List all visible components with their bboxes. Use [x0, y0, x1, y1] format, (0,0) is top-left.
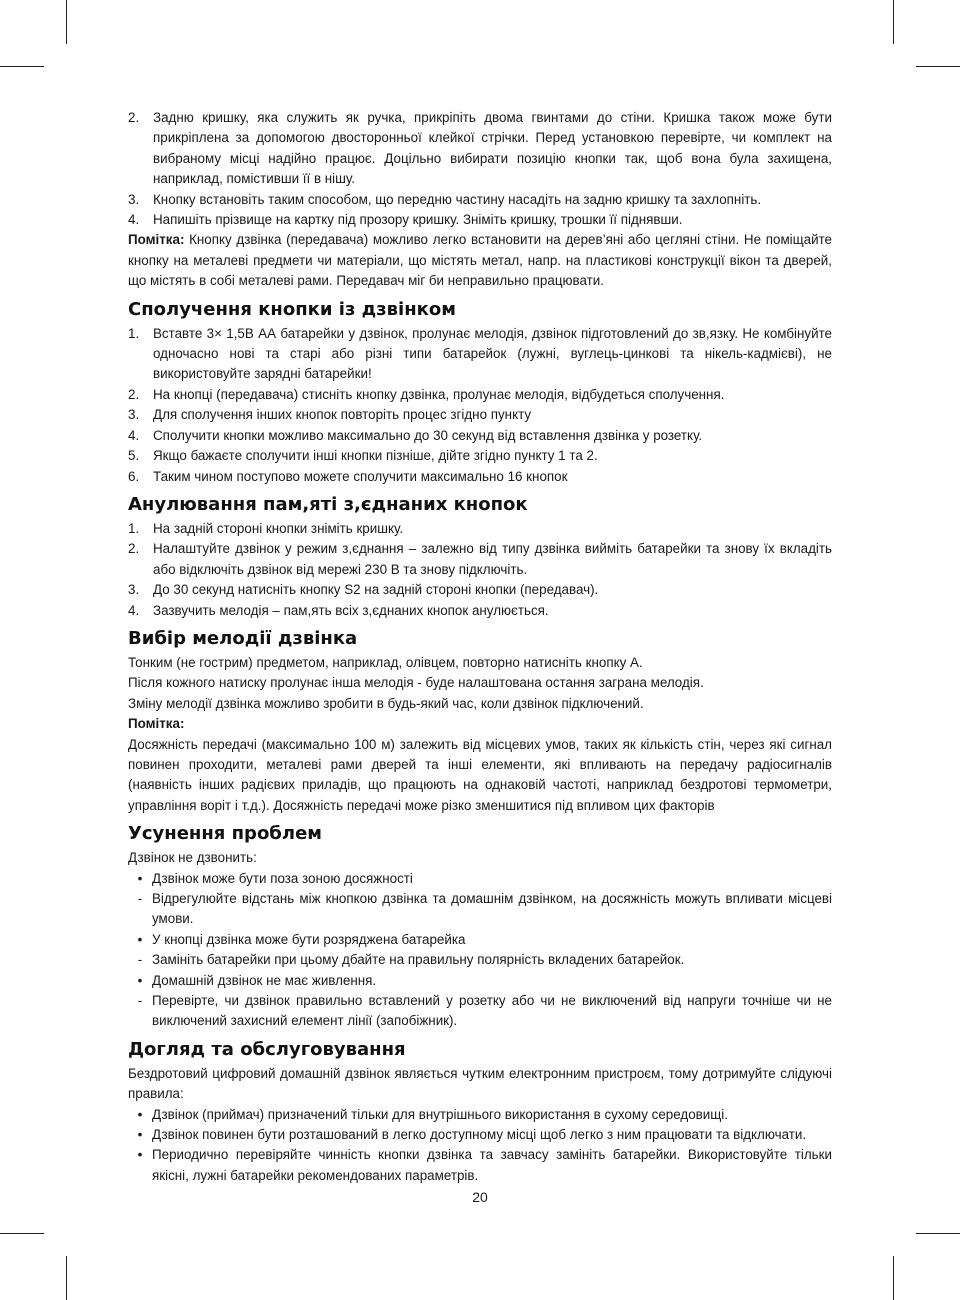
crop-mark: [916, 66, 960, 67]
list-item: 2. На кнопці (передавача) стисніть кнопку дзвінка, пролунає мелодія, відбудеться сполучення.: [128, 386, 725, 402]
list-item: 6. Таким чином поступово можете сполучити максимально 16 кнопок: [128, 468, 568, 484]
page-number: 20: [472, 1189, 488, 1205]
section-title-cancel: Анулювання пам,яті з,єднаних кнопок: [128, 493, 528, 515]
list-item: - Відрегулюйте відстань між кнопкою дзвінка та домашнім дзвінком, на досяжність можуть впливати місцеві умови.: [137, 891, 832, 927]
text-line: Після кожного натиску пролунає інша мелодія - буде налаштована остання заграна мелодія.: [128, 675, 704, 691]
list-item: • Периодично перевіряйте чинність кнопки дзвінка та завчасу замініть батарейки. Використовуйте тільки якісні, лужні батарейки рекомендованих параметрів.: [137, 1147, 832, 1183]
crop-mark: [893, 0, 894, 44]
list-item: 1. На задній стороні кнопки зніміть кришку.: [128, 520, 404, 536]
text-line: Зміну мелодії дзвінка можливо зробити в будь-який час, коли дзвінок підключений.: [128, 695, 644, 711]
note-text: Кнопку дзвінка (передавача) можливо легко встановити на дерев’яні або цегляні стіни. Не поміщайте кнопку на металеві предмети чи матеріали, що містять метал, напр. на пластикові конструкції вікон та дверей, що містять в собі металеві рами. Передавач міг би неправильно працювати.: [128, 232, 832, 289]
note-paragraph: [128, 230, 832, 291]
section-title-pairing: Сполучення кнопки із дзвінком: [128, 298, 456, 320]
crop-mark: [0, 1233, 44, 1234]
note-label: Помітка:: [128, 232, 185, 248]
section-title-melody: Вибір мелодії дзвінка: [128, 627, 358, 649]
section-title-trouble: Усунення проблем: [128, 823, 322, 845]
pairing-list: [128, 324, 832, 487]
intro-list: [128, 108, 832, 230]
note-text: Досяжність передачі (максимально 100 м) залежить від місцевих умов, таких як кількість стін, через які сигнал повинен проходити, металеві рами дверей та інші елементи, які впливають на передачу радіосигналів (наявність інших радієвих приладів, що працюють на однаковій частоті, наприклад бездротові термометри, управління воріт і т.д.). Досяжність передачі може різко зменшитися під впливом цих факторів: [128, 736, 832, 813]
trouble-intro: Дзвінок не дзвонить:: [128, 850, 257, 866]
note-label: Помітка:: [128, 716, 185, 732]
list-item: 1. Вставте 3× 1,5В АА батарейки у дзвінок, пролунає мелодія, дзвінок підготовлений до зв,язку. Не комбінуйте одночасно нові та старі або різні типи батарейок (лужні, вуглець-цинкові та нікель-кадмієві), не використовуйте зарядні батарейки!: [128, 325, 832, 382]
list-item: • Дзвінок (приймач) призначений тільки для внутрішнього використання в сухому середовищі.: [137, 1106, 728, 1122]
crop-mark: [893, 1256, 894, 1300]
list-item: 2. Задню кришку, яка служить як ручка, прикріпіть двома гвинтами до стіни. Кришка також може бути прикріплена за допомогою двосторонньої клейкої стрічки. Перед установкою перевірте, чи комплект на вибраному місці надійно працює. Доцільно вибирати позицію кнопки так, щоб вона була захищена, наприклад, помістивши її в нішу.: [128, 110, 832, 187]
list-item: 5. Якщо бажаєте сполучити інші кнопки пізніше, дійте згідно пункту 1 та 2.: [128, 448, 598, 464]
text-line: Тонким (не гострим) предметом, наприклад, олівцем, повторно натисніть кнопку A.: [128, 654, 643, 670]
list-item: 4. Зазвучить мелодія – пам,ять всіх з,єднаних кнопок анулюється.: [128, 602, 549, 618]
list-item: • Дзвінок повинен бути розташований в легко доступному місці щоб легко з ним працювати та відключати.: [137, 1127, 807, 1143]
care-list: [128, 1105, 832, 1187]
section-title-care: Догляд та обслуговування: [128, 1038, 406, 1060]
crop-mark: [916, 1233, 960, 1234]
list-item: 3. Кнопку встановіть таким способом, що передню частину насадіть на задню кришку та захлопніть.: [128, 191, 762, 207]
list-item: - Перевірте, чи дзвінок правильно вставлений у розетку або чи не виключений від напруги точніше чи не виключений захисний елемент лінії (запобіжник).: [137, 993, 832, 1029]
list-item: 3. До 30 секунд натисніть кнопку S2 на задній стороні кнопки (передавач).: [128, 582, 599, 598]
cancel-list: [128, 519, 832, 621]
list-item: • У кнопці дзвінка може бути розряджена батарейка: [137, 931, 466, 947]
trouble-list: [128, 869, 832, 1032]
page-content: [128, 108, 832, 1186]
list-item: • Дзвінок може бути поза зоною досяжності: [137, 870, 413, 886]
crop-mark: [66, 0, 67, 44]
crop-mark: [66, 1256, 67, 1300]
list-item: 4. Напишіть прізвище на картку під прозору кришку. Зніміть кришку, трошки її піднявши.: [128, 212, 683, 228]
list-item: 4. Сполучити кнопки можливо максимально до 30 секунд від вставлення дзвінка у розетку.: [128, 427, 703, 443]
list-item: 3. Для сполучення інших кнопок повторіть процес згідно пункту: [128, 407, 532, 423]
list-item: 2. Налаштуйте дзвінок у режим з,єднання – залежно від типу дзвінка вийміть батарейки та знову їх вкладіть або відключіть дзвінок від мережі 230 В та знову підключіть.: [128, 541, 832, 577]
crop-mark: [0, 66, 44, 67]
list-item: - Замініть батарейки при цьому дбайте на правильну полярність вкладених батарейок.: [137, 952, 685, 968]
list-item: • Домашній дзвінок не має живлення.: [137, 972, 377, 988]
care-intro: Бездротовий цифровий домашній дзвінок являється чутким електронним пристроєм, тому дотримуйте слідуючі правила:: [128, 1065, 832, 1102]
